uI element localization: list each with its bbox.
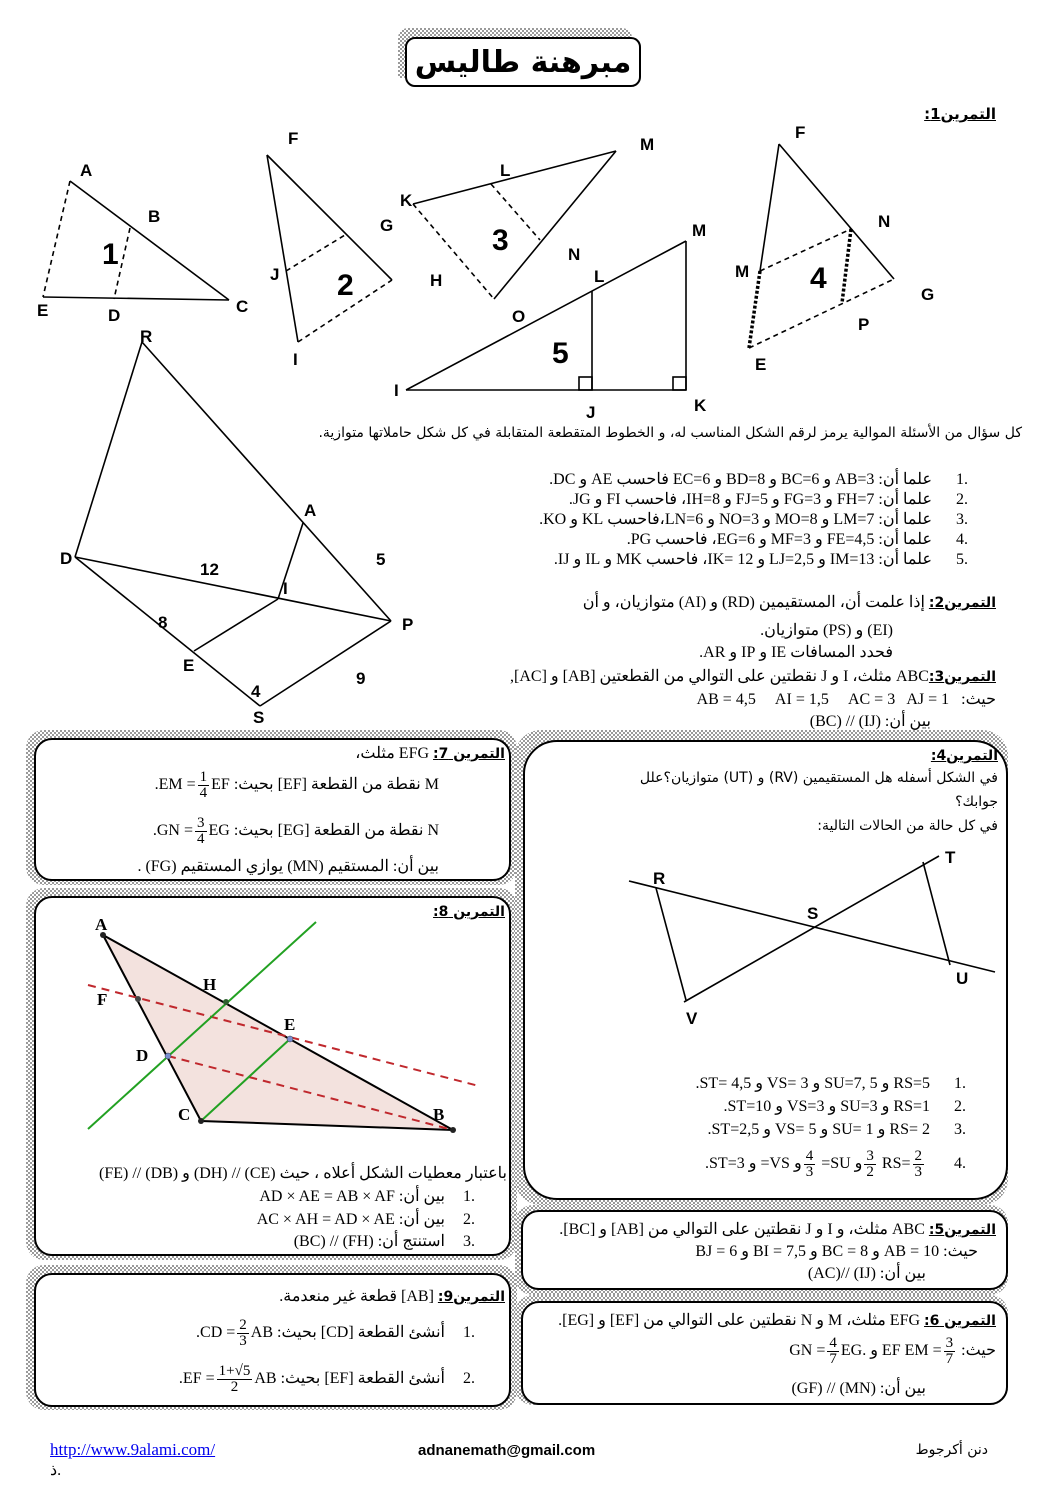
ex6-text-1: EFG مثلث، M و N نقطتين على التوالي من [EF] و [EG]. — [558, 1312, 921, 1329]
ex8-item-1 — [259, 1187, 475, 1207]
fig5-line-im — [406, 241, 686, 390]
ex2-label-i: I — [283, 579, 288, 598]
ex2-text-1: إذا علمت أن، المستقيمين (RD) و (AI) متوازيان، و أن — [582, 594, 925, 611]
ex6-line-2 — [789, 1333, 996, 1369]
ex6-em-tail: EF و — [870, 1342, 901, 1359]
fig5-right-angle-k — [673, 377, 686, 390]
ex8-point-h — [223, 999, 229, 1005]
ex2-line-rd — [75, 342, 142, 557]
ex4-item-4-vs-fraction — [804, 1149, 816, 1180]
figure-3 — [413, 151, 616, 299]
ex3-values: AB = 4,5 AI = 1,5 AC = 3 AJ = 1 — [696, 691, 950, 708]
ex4-label-u: U — [956, 969, 969, 988]
ex8-item-2-number: .2 — [463, 1211, 475, 1228]
ex4-label-v: V — [686, 1009, 698, 1028]
fig5-label-k: K — [694, 396, 707, 415]
fig1-label-d: D — [108, 306, 121, 325]
fig4-line-fm — [760, 144, 779, 271]
ex8-label-c: C — [178, 1105, 191, 1124]
fig5-label-j: J — [586, 403, 596, 420]
ex6-em-num: 3 — [945, 1334, 954, 1351]
ex8-item-1-number: .1 — [463, 1188, 475, 1205]
ex9-box — [34, 1273, 511, 1407]
fig5-number: 5 — [552, 337, 569, 370]
ex2-label-e: E — [183, 656, 195, 675]
ex8-label-h: H — [203, 975, 217, 994]
ex4-item-4-rs-fraction — [913, 1149, 925, 1180]
fig4-label-n: N — [878, 212, 891, 231]
fig5-label-i: I — [394, 381, 399, 400]
ex6-em-label: EM = — [904, 1342, 942, 1359]
ex3-line-1 — [510, 667, 996, 687]
ex4-figure — [525, 742, 1006, 1042]
ex7-m-eq: .EM = — [154, 776, 196, 793]
ex4-label-r: R — [653, 869, 666, 888]
ex9-item-2-number: .2 — [463, 1370, 475, 1387]
fig4-dotted-np — [842, 229, 851, 303]
ex4-line-tu — [923, 862, 950, 965]
ex1-q2-text: علما أن: FH=7 و FG=3 و FJ=5 و IH=8، فاحسب FI و JG. — [568, 491, 932, 508]
ex1-q3-number: .3 — [956, 511, 968, 528]
ex7-heading: التمرين 7: — [433, 746, 505, 762]
ex4-item-4-st: و ST=3. — [705, 1155, 757, 1172]
ex4-su-den: 2 — [866, 1163, 874, 1180]
ex6-gn-den: 7 — [829, 1350, 837, 1367]
ex4-line-3: في كل حالة من الحالات التالية: — [817, 818, 998, 834]
ex8-figure — [36, 898, 509, 1138]
ex1-q4-text: علما أن: FE=4,5 و MF=3 و EG=6، فاحسب PG. — [626, 531, 932, 548]
fig5-label-l: L — [594, 267, 605, 286]
ex5-text-1: ABC مثلث، و I و J نقطتين على التوالي من [AB] و [BC]. — [559, 1221, 925, 1238]
ex4-item-1 — [696, 1074, 966, 1094]
ex7-m-tail: EF — [211, 776, 230, 793]
ex4-item-2 — [724, 1097, 966, 1117]
ex1-question-1 — [408, 470, 968, 490]
fig2-line-fg — [267, 155, 392, 280]
ex4-vs-num: 4 — [805, 1147, 814, 1164]
fig5-label-m: M — [692, 221, 707, 240]
ex7-box — [34, 738, 511, 881]
fig2-label-g: G — [380, 216, 394, 235]
fig4-line-fg — [779, 144, 894, 279]
footer-link[interactable]: http://www.9alami.com/ — [50, 1440, 216, 1459]
ex1-q3-text: علما أن: LM=7 و MO=8 و NO=3 و LN=6،فاحسب KL و KO. — [539, 511, 932, 528]
ex3-heading: التمرين3: — [928, 669, 996, 685]
ex8-label-e: E — [284, 1015, 296, 1034]
ex4-item-2-text: RS=1 و SU=3 و VS=3 و ST=10. — [723, 1098, 930, 1115]
ex8-item-2 — [257, 1210, 475, 1230]
ex6-line-3: بين أن: (MN) // (GF) — [791, 1380, 926, 1397]
ex2-length-9: 9 — [356, 669, 366, 688]
ex2-line-dp — [75, 557, 391, 621]
fig3-label-m: M — [640, 135, 655, 154]
ex4-line-2: جوابك؟ — [955, 794, 998, 810]
ex6-heading: التمرين 6: — [924, 1313, 996, 1329]
ex8-label-f: F — [97, 990, 108, 1009]
fig1-label-b: B — [148, 207, 161, 226]
ex2-line-3: فحدد المسافات IE و IP و AR. — [699, 644, 893, 661]
ex7-m-frac-den: 4 — [199, 784, 208, 801]
ex8-item-3-number: .3 — [463, 1233, 475, 1250]
ex8-intro: باعتبار معطيات الشكل أعلاه ، حيث (CE) // (DH) و (DB) // (FE) — [99, 1165, 507, 1182]
ex4-item-4-number: .4 — [954, 1155, 966, 1172]
fig4-dash-mn — [760, 229, 851, 271]
fig4-label-f: F — [795, 123, 806, 142]
ex2-heading: التمرين2: — [928, 595, 996, 611]
ex3-text-1: ABC مثلث، I و J نقطتين على التوالي من القطعتين [AB] و [AC], — [510, 668, 929, 685]
figure-1 — [43, 181, 229, 300]
ex9-item-1-eq: .CD = — [196, 1324, 236, 1341]
ex8-item-3 — [294, 1232, 475, 1252]
footer-email: adnanemath@gmail.com — [418, 1442, 596, 1459]
ex9-item-2-text: أنشئ القطعة [EF] بحيث: — [280, 1370, 445, 1387]
ex9-item-2-frac-num: 1+√5 — [218, 1362, 251, 1379]
fig1-line-ec — [43, 297, 229, 300]
ex8-box — [34, 896, 511, 1256]
ex2-label-p: P — [402, 615, 414, 634]
ex1-q2-number: .2 — [956, 491, 968, 508]
ex8-label-b: B — [433, 1105, 445, 1124]
ex1-q5-number: .5 — [956, 551, 968, 568]
fig2-label-j: J — [270, 265, 280, 284]
ex5-heading: التمرين5: — [928, 1222, 996, 1238]
ex1-q4-number: .4 — [956, 531, 968, 548]
page-title: مبرهنة طاليس — [414, 44, 632, 80]
ex9-item-1-tail: AB — [250, 1324, 273, 1341]
ex6-em-den: 7 — [945, 1350, 954, 1367]
fig4-label-g: G — [921, 285, 935, 304]
fig1-label-c: C — [236, 297, 249, 316]
ex3-line-2 — [697, 690, 996, 710]
ex4-line-rv — [656, 888, 686, 1000]
ex7-m-fraction — [198, 770, 210, 801]
ex4-item-1-number: .1 — [954, 1075, 966, 1092]
fig1-dash-ae — [43, 181, 70, 297]
ex6-gn-label: GN = — [789, 1342, 826, 1359]
ex7-m-frac-num: 1 — [199, 768, 208, 785]
ex9-item-1-text: أنشئ القطعة [CD] بحيث: — [277, 1324, 445, 1341]
ex4-item-3-text: RS= 2 و SU= 1 و VS= 5 و ST=2,5. — [707, 1121, 930, 1138]
fig3-label-l: L — [500, 161, 511, 180]
ex4-item-4-su-fraction — [864, 1149, 876, 1180]
fig4-label-m: M — [735, 262, 750, 281]
ex5-line-3: بين أن: (IJ) //(AC) — [807, 1265, 926, 1282]
fig2-dash-j — [286, 235, 345, 271]
ex9-item-2-tail: AB — [254, 1370, 277, 1387]
ex4-heading: التمرين4: — [930, 748, 998, 764]
ex7-line-m — [155, 768, 439, 802]
ex4-rs-num: 2 — [914, 1147, 922, 1164]
ex4-label-s: S — [807, 904, 819, 923]
ex2-line-sp — [260, 621, 391, 706]
ex9-item-2 — [179, 1361, 475, 1397]
ex9-item-2-eq: .EF = — [178, 1370, 215, 1387]
fig4-label-e: E — [755, 355, 767, 374]
ex4-item-3-number: .3 — [954, 1121, 966, 1138]
ex9-item-1-frac-num: 2 — [239, 1316, 247, 1333]
title-box — [405, 37, 641, 87]
fig2-label-i: I — [293, 350, 298, 369]
ex4-item-4 — [705, 1146, 966, 1182]
ex8-point-e — [287, 1036, 293, 1042]
fig2-label-f: F — [288, 129, 299, 148]
ex4-item-4-rs-label: RS= — [881, 1155, 911, 1172]
ex2-line-2: (EI) و (PS) متوازيان. — [760, 622, 893, 639]
ex6-gn-tail: EG. — [840, 1342, 867, 1359]
ex5-line-2: حيث: AB = 10 و BC = 8 و BI = 7,5 و BJ = 6 — [695, 1243, 978, 1260]
ex2-label-r: R — [140, 327, 153, 346]
ex2-line-ai — [278, 523, 303, 599]
ex7-n-fraction — [195, 816, 207, 847]
ex8-point-d — [165, 1053, 171, 1059]
ex7-n-text: N نقطة من القطعة [EG] بحيث: — [233, 822, 439, 839]
fig2-line-fi — [267, 155, 298, 342]
ex9-item-2-frac-den: 2 — [230, 1378, 239, 1395]
ex4-item-2-number: .2 — [954, 1098, 966, 1115]
ex2-length-8: 8 — [158, 613, 168, 632]
ex1-question-3 — [408, 510, 968, 530]
ex6-where-label: حيث: — [961, 1342, 996, 1359]
ex1-q5-text: علما أن: IM=13 و LJ=2,5 و IK= 12، فاحسب MK و IL و IJ. — [553, 551, 932, 568]
ex2-figure — [0, 320, 440, 730]
ex8-item-2-text: بين أن: AC × AH = AD × AE — [256, 1211, 445, 1228]
ex6-line-1 — [558, 1311, 996, 1331]
ex7-m-text: M نقطة من القطعة [EF] بحيث: — [233, 776, 439, 793]
ex1-questions — [408, 470, 968, 570]
fig3-number: 3 — [492, 224, 509, 257]
fig2-label-h: H — [430, 271, 443, 290]
ex4-item-4-su-label: و SU= — [821, 1155, 863, 1172]
ex4-label-t: T — [945, 848, 956, 867]
fig2-number: 2 — [337, 269, 354, 302]
ex1-heading: التمرين1: — [924, 105, 996, 123]
figure-4 — [749, 144, 894, 348]
ex5-box — [521, 1210, 1008, 1290]
ex7-n-frac-den: 4 — [197, 830, 205, 847]
fig1-number: 1 — [102, 238, 119, 271]
ex7-n-eq: .GN = — [152, 822, 194, 839]
ex4-su-num: 3 — [866, 1147, 874, 1164]
fig1-label-e: E — [37, 301, 49, 320]
ex2-line-rp — [142, 342, 391, 621]
ex9-line-1 — [279, 1287, 505, 1307]
fig3-label-n: N — [568, 245, 581, 264]
ex6-gn-num: 4 — [829, 1334, 837, 1351]
ex9-item-1-fraction — [237, 1318, 249, 1349]
ex7-n-tail: EG — [208, 822, 230, 839]
ex2-length-4: 4 — [251, 682, 261, 701]
ex8-triangle — [103, 935, 453, 1130]
ex2-length-12: 12 — [200, 560, 219, 579]
ex8-point-c — [198, 1118, 204, 1124]
ex7-n-frac-num: 3 — [197, 814, 205, 831]
ex1-q1-text: علما أن: AB=3 و BC=6 و BD=8 و EC=6 فاحسب AE و DC. — [549, 471, 932, 488]
ex7-line-n — [153, 814, 439, 848]
ex9-item-1-number: .1 — [463, 1324, 475, 1341]
figure-5 — [406, 241, 686, 390]
ex2-label-a: A — [304, 501, 317, 520]
ex9-item-1 — [196, 1315, 475, 1351]
ex5-line-1 — [559, 1220, 996, 1240]
ex4-line-vt — [684, 856, 939, 1002]
ex9-heading: التمرين9: — [437, 1289, 505, 1305]
ex1-intro: كل سؤال من الأسئلة الموالية يرمز لرقم الشكل المناسب له، و الخطوط المتقطعة المتقابلة في كل شكل حاملاتها متوازية. — [318, 425, 1022, 441]
ex2-line-ie — [194, 599, 278, 651]
ex2-line-1 — [583, 593, 996, 613]
ex8-point-b — [450, 1127, 456, 1133]
fig3-line-km — [413, 151, 616, 204]
ex1-question-2 — [408, 490, 968, 510]
ex8-point-f — [135, 996, 141, 1002]
fig3-dash-k — [413, 204, 494, 299]
ex4-rs-den: 3 — [914, 1163, 922, 1180]
ex1-question-4 — [408, 530, 968, 550]
ex8-item-3-text: استنتج أن: (FH) // (BC) — [293, 1233, 445, 1250]
ex4-vs-den: 3 — [805, 1163, 814, 1180]
fig1-label-a: A — [80, 161, 93, 180]
fig4-label-p: P — [858, 315, 870, 334]
ex4-item-1-text: RS=5 و SU=7, 5 و VS= 3 و ST= 4,5. — [695, 1075, 930, 1092]
ex3-line-3: بين أن: (IJ) // (BC) — [809, 713, 931, 730]
ex6-gn-fraction — [827, 1336, 839, 1367]
ex9-text-1: [AB] قطعة غير منعدمة. — [279, 1288, 434, 1305]
footer-author: دنن أكرجوط — [915, 1442, 988, 1458]
ex2-line-ds — [75, 557, 260, 706]
ex2-length-5: 5 — [376, 550, 386, 569]
ex6-em-fraction — [944, 1336, 956, 1367]
ex4-item-4-vs-label: و VS= — [760, 1155, 802, 1172]
ex8-label-d: D — [136, 1046, 149, 1065]
fig5-right-angle-j — [579, 377, 592, 390]
ex6-box — [521, 1301, 1008, 1405]
ex1-question-5 — [408, 550, 968, 570]
ex8-heading: التمرين 8: — [433, 904, 505, 920]
footer-prefix: ذ. — [50, 1462, 62, 1479]
fig3-label-k: K — [400, 191, 413, 210]
ex2-label-s: S — [253, 708, 265, 727]
ex8-item-1-text: بين أن: AD × AE = AB × AF — [259, 1188, 445, 1205]
ex4-item-3 — [708, 1120, 966, 1140]
fig1-line-ac — [70, 181, 229, 300]
ex1-q1-number: .1 — [956, 471, 968, 488]
ex9-item-2-fraction — [217, 1364, 253, 1395]
ex7-line-1 — [355, 744, 505, 764]
fig4-number: 4 — [810, 262, 827, 295]
ex4-line-1: في الشكل أسفله هل المستقيمين (RV) و (UT) متوازيان؟علل — [639, 770, 998, 786]
ex2-label-d: D — [60, 549, 73, 568]
ex9-item-1-frac-den: 3 — [239, 1332, 247, 1349]
ex4-box — [523, 740, 1008, 1200]
figure-2 — [267, 155, 392, 342]
ex7-line-4: بين أن: المستقيم (MN) يوازي المستقيم (FG) . — [137, 858, 439, 875]
fig5-label-o: O — [512, 307, 526, 326]
ex7-text-1: EFG مثلث، — [355, 745, 430, 762]
fig4-dotted-me — [749, 271, 760, 348]
ex3-where-label: حيث: — [961, 691, 996, 708]
ex8-label-a: A — [95, 915, 108, 934]
